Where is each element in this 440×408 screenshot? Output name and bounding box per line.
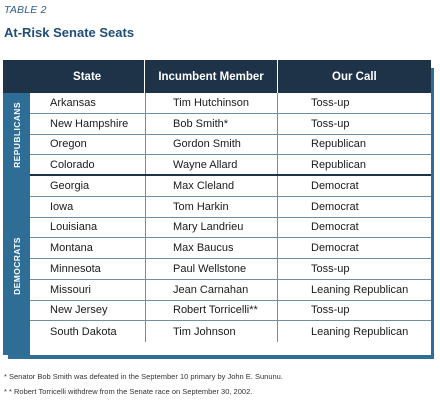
cell-call: Toss-up (277, 301, 431, 321)
header-spacer (3, 60, 30, 93)
cell-member: Paul Wellstone (145, 259, 277, 279)
table-row (30, 135, 431, 156)
table-row (30, 155, 431, 176)
cell-state: Montana (50, 242, 93, 255)
table-row (30, 93, 431, 114)
footnote-2: * * Robert Torricelli withdrew from the Senate race on September 30, 2002. (4, 387, 253, 396)
group-label-democrats (3, 176, 30, 355)
cell-state: South Dakota (50, 325, 117, 338)
group-label-republicans (3, 93, 30, 176)
table-title: At-Risk Senate Seats (4, 25, 135, 40)
cell-call: Republican (277, 155, 431, 174)
cell-call: Toss-up (277, 114, 431, 134)
cell-state: Colorado (50, 158, 95, 171)
cell-state: Louisiana (50, 221, 98, 234)
table-row (30, 218, 431, 239)
cell-member: Jean Carnahan (145, 280, 277, 300)
cell-call: Democrat (277, 238, 431, 258)
cell-state: New Hampshire (50, 117, 129, 130)
cell-call: Republican (277, 135, 431, 155)
cell-call: Leaning Republican (277, 321, 431, 342)
cell-state: Georgia (50, 179, 90, 192)
cell-state: Missouri (50, 283, 91, 296)
footnote-1: * Senator Bob Smith was defeated in the September 10 primary by John E. Sununu. (4, 372, 283, 381)
table-row (30, 176, 431, 197)
table-row (30, 321, 431, 342)
group-label-text: DEMOCRATS (11, 236, 22, 295)
cell-member: Tom Harkin (145, 197, 277, 217)
cell-state: Iowa (50, 200, 74, 213)
cell-member: Tim Johnson (145, 321, 277, 342)
cell-call: Leaning Republican (277, 280, 431, 300)
cell-member: Robert Torricelli** (145, 301, 277, 321)
column-header-state: State (73, 70, 102, 83)
table-header (3, 60, 431, 93)
table-row (30, 280, 431, 301)
cell-call: Toss-up (277, 259, 431, 279)
group-label-text: REPUBLICANS (11, 101, 22, 168)
cell-call: Democrat (277, 197, 431, 217)
cell-member: Bob Smith* (145, 114, 277, 134)
cell-member: Mary Landrieu (145, 218, 277, 238)
cell-call: Democrat (277, 218, 431, 238)
table-row (30, 197, 431, 218)
cell-state: Minnesota (50, 262, 101, 275)
cell-state: Arkansas (50, 96, 96, 109)
table-rows (30, 93, 431, 342)
cell-member: Tim Hutchinson (145, 93, 277, 113)
cell-member: Wayne Allard (145, 155, 277, 174)
column-header-incumbent: Incumbent Member (144, 60, 276, 93)
cell-state: New Jersey (50, 304, 108, 317)
cell-call: Toss-up (277, 93, 431, 113)
cell-member: Max Cleland (145, 176, 277, 196)
column-header-call: Our Call (277, 60, 431, 93)
table-body (3, 93, 431, 355)
table-label: TABLE 2 (4, 4, 47, 16)
table-row (30, 238, 431, 259)
table-row (30, 301, 431, 322)
cell-call: Democrat (277, 176, 431, 196)
cell-member: Max Baucus (145, 238, 277, 258)
cell-state: Oregon (50, 138, 87, 151)
cell-member: Gordon Smith (145, 135, 277, 155)
table-row (30, 259, 431, 280)
table-row (30, 114, 431, 135)
